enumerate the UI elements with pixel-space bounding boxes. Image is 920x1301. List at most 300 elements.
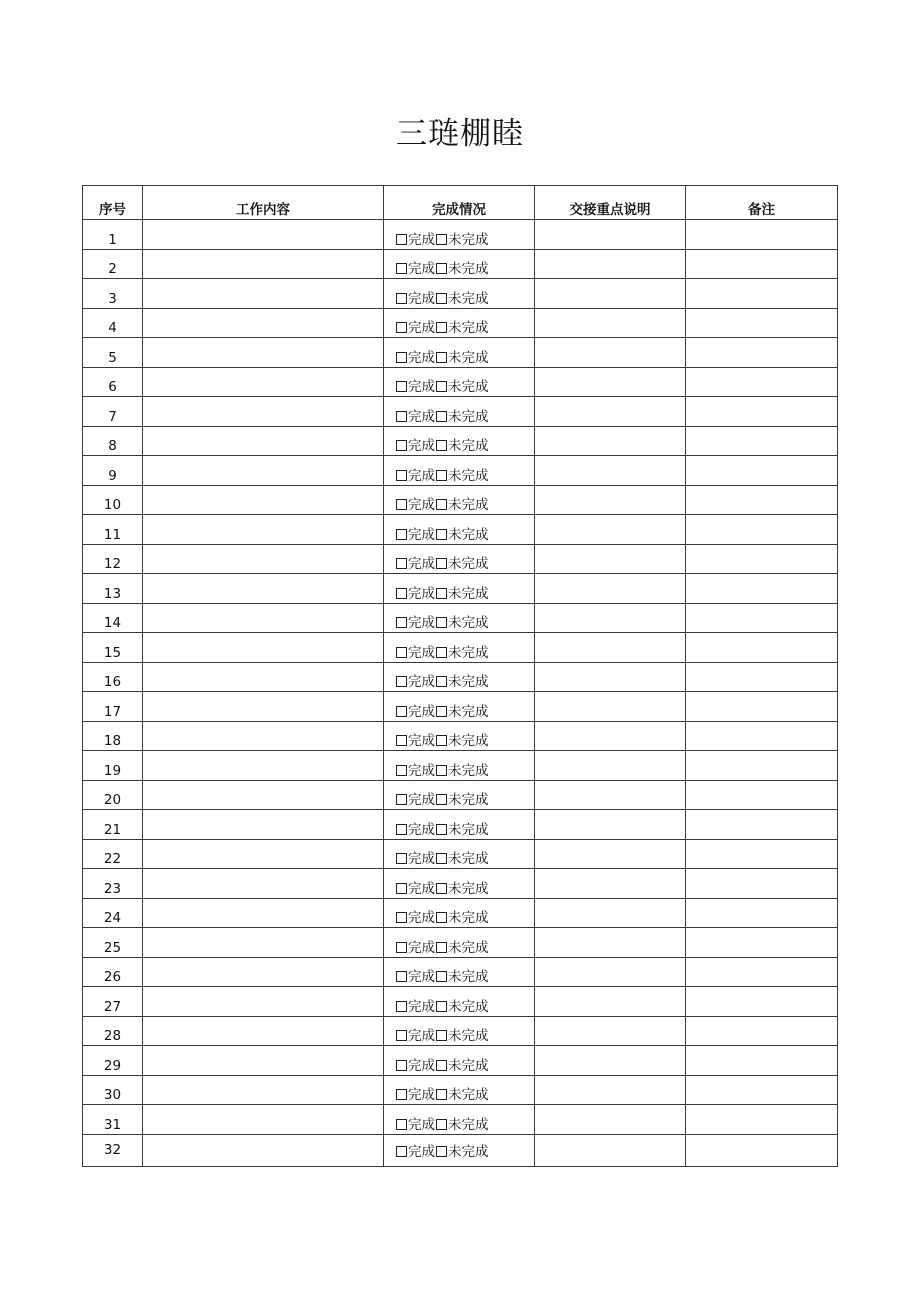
not-done-label: 未完成 [448, 703, 489, 720]
seq-cell: 5 [83, 338, 143, 368]
handover-table [82, 185, 838, 1167]
work-content-cell[interactable] [143, 1105, 384, 1135]
handover-notes-cell[interactable] [535, 839, 686, 869]
work-content-cell[interactable] [143, 279, 384, 309]
header-remarks: 备注 [686, 186, 838, 220]
not-done-label: 未完成 [448, 762, 489, 779]
handover-notes-cell[interactable] [535, 1105, 686, 1135]
seq-cell: 23 [83, 869, 143, 899]
done-checkbox[interactable] [396, 824, 407, 835]
done-checkbox[interactable] [396, 794, 407, 805]
handover-notes-cell[interactable] [535, 367, 686, 397]
remarks-cell[interactable] [686, 1105, 838, 1135]
not-done-label: 未完成 [448, 1057, 489, 1074]
not-done-label: 未完成 [448, 733, 489, 749]
completion-status-cell [384, 220, 535, 250]
seq-cell: 9 [83, 456, 143, 486]
handover-notes-cell[interactable] [535, 544, 686, 574]
seq-cell: 27 [83, 987, 143, 1017]
handover-notes-cell[interactable] [535, 987, 686, 1017]
work-content-cell[interactable] [143, 1075, 384, 1105]
not-done-checkbox[interactable] [436, 440, 447, 451]
completion-status-cell [384, 426, 535, 456]
table-row [83, 456, 838, 486]
work-content-cell[interactable] [143, 397, 384, 427]
table-row [83, 279, 838, 309]
completion-status-cell [384, 367, 535, 397]
seq-cell: 28 [83, 1016, 143, 1046]
handover-notes-cell[interactable] [535, 721, 686, 751]
seq-cell: 19 [83, 751, 143, 781]
seq-cell: 3 [83, 279, 143, 309]
remarks-cell[interactable] [686, 721, 838, 751]
seq-cell: 21 [83, 810, 143, 840]
work-content-cell[interactable] [143, 220, 384, 250]
seq-cell: 16 [83, 662, 143, 692]
seq-cell: 24 [83, 898, 143, 928]
completion-status-cell [384, 485, 535, 515]
work-content-cell[interactable] [143, 1046, 384, 1076]
done-checkbox[interactable] [396, 499, 407, 510]
work-content-cell[interactable] [143, 1016, 384, 1046]
seq-cell: 29 [83, 1046, 143, 1076]
not-done-checkbox[interactable] [436, 735, 447, 746]
not-done-checkbox[interactable] [436, 381, 447, 392]
done-label: 完成 [408, 526, 435, 543]
handover-notes-cell[interactable] [535, 220, 686, 250]
completion-status-cell [384, 898, 535, 928]
handover-notes-cell[interactable] [535, 279, 686, 309]
work-content-cell[interactable] [143, 780, 384, 810]
not-done-label: 未完成 [448, 408, 489, 425]
completion-status-cell [384, 839, 535, 869]
remarks-cell[interactable] [686, 928, 838, 958]
handover-notes-cell[interactable] [535, 662, 686, 692]
remarks-cell[interactable] [686, 1016, 838, 1046]
not-done-checkbox[interactable] [436, 912, 447, 923]
remarks-cell[interactable] [686, 869, 838, 899]
not-done-checkbox[interactable] [436, 883, 447, 894]
done-checkbox[interactable] [396, 647, 407, 658]
not-done-checkbox[interactable] [436, 853, 447, 864]
handover-notes-cell[interactable] [535, 1016, 686, 1046]
remarks-cell[interactable] [686, 456, 838, 486]
not-done-label: 未完成 [448, 261, 489, 277]
not-done-label: 未完成 [448, 851, 489, 867]
work-content-cell[interactable] [143, 751, 384, 781]
handover-notes-cell[interactable] [535, 869, 686, 899]
work-content-cell[interactable] [143, 308, 384, 338]
done-checkbox[interactable] [396, 706, 407, 717]
remarks-cell[interactable] [686, 1134, 838, 1166]
not-done-checkbox[interactable] [436, 971, 447, 982]
not-done-checkbox[interactable] [436, 293, 447, 304]
table-row [83, 338, 838, 368]
remarks-cell[interactable] [686, 515, 838, 545]
not-done-checkbox[interactable] [436, 1089, 447, 1100]
remarks-cell[interactable] [686, 692, 838, 722]
done-checkbox[interactable] [396, 588, 407, 599]
seq-cell: 31 [83, 1105, 143, 1135]
work-content-cell[interactable] [143, 928, 384, 958]
seq-cell: 10 [83, 485, 143, 515]
done-checkbox[interactable] [396, 529, 407, 540]
handover-notes-cell[interactable] [535, 515, 686, 545]
work-content-cell[interactable] [143, 515, 384, 545]
not-done-label: 未完成 [448, 615, 489, 631]
table-row [83, 633, 838, 663]
not-done-checkbox[interactable] [436, 558, 447, 569]
done-checkbox[interactable] [396, 1146, 407, 1157]
remarks-cell[interactable] [686, 279, 838, 309]
handover-notes-cell[interactable] [535, 1134, 686, 1166]
not-done-checkbox[interactable] [436, 1060, 447, 1071]
table-row [83, 957, 838, 987]
not-done-checkbox[interactable] [436, 529, 447, 540]
remarks-cell[interactable] [686, 397, 838, 427]
not-done-checkbox[interactable] [436, 765, 447, 776]
not-done-label: 未完成 [448, 1028, 489, 1044]
table-row [83, 249, 838, 279]
table-row [83, 544, 838, 574]
table-row [83, 898, 838, 928]
table-row [83, 426, 838, 456]
done-label: 完成 [408, 939, 435, 956]
table-row [83, 839, 838, 869]
work-content-cell[interactable] [143, 957, 384, 987]
not-done-checkbox[interactable] [436, 1001, 447, 1012]
done-checkbox[interactable] [396, 322, 407, 333]
remarks-cell[interactable] [686, 987, 838, 1017]
work-content-cell[interactable] [143, 662, 384, 692]
handover-notes-cell[interactable] [535, 338, 686, 368]
done-checkbox[interactable] [396, 293, 407, 304]
seq-cell: 4 [83, 308, 143, 338]
not-done-label: 未完成 [448, 880, 489, 897]
not-done-checkbox[interactable] [436, 322, 447, 333]
remarks-cell[interactable] [686, 839, 838, 869]
not-done-checkbox[interactable] [436, 588, 447, 599]
completion-status-cell [384, 692, 535, 722]
table-row [83, 928, 838, 958]
not-done-label: 未完成 [448, 674, 489, 690]
done-label: 完成 [408, 851, 435, 867]
work-content-cell[interactable] [143, 1134, 384, 1166]
work-content-cell[interactable] [143, 987, 384, 1017]
remarks-cell[interactable] [686, 308, 838, 338]
completion-status-cell [384, 249, 535, 279]
handover-notes-cell[interactable] [535, 780, 686, 810]
table-row [83, 574, 838, 604]
done-checkbox[interactable] [396, 470, 407, 481]
done-label: 完成 [408, 910, 435, 926]
handover-notes-cell[interactable] [535, 426, 686, 456]
remarks-cell[interactable] [686, 367, 838, 397]
done-label: 完成 [408, 821, 435, 838]
completion-status-cell [384, 810, 535, 840]
work-content-cell[interactable] [143, 898, 384, 928]
seq-cell: 11 [83, 515, 143, 545]
not-done-label: 未完成 [448, 231, 489, 248]
not-done-checkbox[interactable] [436, 470, 447, 481]
seq-cell: 6 [83, 367, 143, 397]
not-done-label: 未完成 [448, 438, 489, 454]
done-label: 完成 [408, 261, 435, 277]
done-checkbox[interactable] [396, 381, 407, 392]
done-label: 完成 [408, 969, 435, 985]
work-content-cell[interactable] [143, 544, 384, 574]
not-done-label: 未完成 [448, 939, 489, 956]
completion-status-cell [384, 308, 535, 338]
completion-status-cell [384, 1075, 535, 1105]
seq-cell: 14 [83, 603, 143, 633]
remarks-cell[interactable] [686, 220, 838, 250]
completion-status-cell [384, 721, 535, 751]
not-done-label: 未完成 [448, 467, 489, 484]
seq-cell: 26 [83, 957, 143, 987]
handover-notes-cell[interactable] [535, 810, 686, 840]
done-label: 完成 [408, 703, 435, 720]
handover-notes-cell[interactable] [535, 456, 686, 486]
handover-notes-cell[interactable] [535, 249, 686, 279]
not-done-label: 未完成 [448, 1087, 489, 1103]
remarks-cell[interactable] [686, 485, 838, 515]
work-content-cell[interactable] [143, 839, 384, 869]
not-done-checkbox[interactable] [436, 411, 447, 422]
not-done-label: 未完成 [448, 526, 489, 543]
remarks-cell[interactable] [686, 633, 838, 663]
not-done-checkbox[interactable] [436, 794, 447, 805]
not-done-checkbox[interactable] [436, 352, 447, 363]
completion-status-cell [384, 338, 535, 368]
remarks-cell[interactable] [686, 603, 838, 633]
not-done-checkbox[interactable] [436, 234, 447, 245]
done-checkbox[interactable] [396, 263, 407, 274]
done-label: 完成 [408, 349, 435, 366]
done-checkbox[interactable] [396, 1089, 407, 1100]
done-checkbox[interactable] [396, 853, 407, 864]
done-label: 完成 [408, 1144, 435, 1160]
remarks-cell[interactable] [686, 544, 838, 574]
seq-cell: 2 [83, 249, 143, 279]
not-done-label: 未完成 [448, 910, 489, 926]
not-done-checkbox[interactable] [436, 706, 447, 717]
seq-cell: 30 [83, 1075, 143, 1105]
done-label: 完成 [408, 1087, 435, 1103]
work-content-cell[interactable] [143, 810, 384, 840]
completion-status-cell [384, 456, 535, 486]
completion-status-cell [384, 751, 535, 781]
done-checkbox[interactable] [396, 1030, 407, 1041]
done-checkbox[interactable] [396, 1060, 407, 1071]
not-done-checkbox[interactable] [436, 499, 447, 510]
remarks-cell[interactable] [686, 574, 838, 604]
done-label: 完成 [408, 231, 435, 248]
completion-status-cell [384, 574, 535, 604]
table-row [83, 751, 838, 781]
remarks-cell[interactable] [686, 1075, 838, 1105]
not-done-checkbox[interactable] [436, 942, 447, 953]
table-row [83, 987, 838, 1017]
remarks-cell[interactable] [686, 426, 838, 456]
not-done-label: 未完成 [448, 969, 489, 985]
done-label: 完成 [408, 556, 435, 572]
seq-cell: 8 [83, 426, 143, 456]
not-done-checkbox[interactable] [436, 1030, 447, 1041]
done-label: 完成 [408, 1028, 435, 1044]
page-title: 三琏棚睦 [396, 116, 524, 152]
done-checkbox[interactable] [396, 971, 407, 982]
done-checkbox[interactable] [396, 942, 407, 953]
work-content-cell[interactable] [143, 574, 384, 604]
table-row [83, 662, 838, 692]
not-done-checkbox[interactable] [436, 1146, 447, 1157]
completion-status-cell [384, 279, 535, 309]
done-checkbox[interactable] [396, 912, 407, 923]
completion-status-cell [384, 1016, 535, 1046]
not-done-label: 未完成 [448, 320, 489, 336]
work-content-cell[interactable] [143, 633, 384, 663]
remarks-cell[interactable] [686, 249, 838, 279]
completion-status-cell [384, 662, 535, 692]
not-done-checkbox[interactable] [436, 824, 447, 835]
handover-notes-cell[interactable] [535, 957, 686, 987]
handover-notes-cell[interactable] [535, 751, 686, 781]
not-done-checkbox[interactable] [436, 676, 447, 687]
completion-status-cell [384, 928, 535, 958]
handover-notes-cell[interactable] [535, 485, 686, 515]
not-done-label: 未完成 [448, 821, 489, 838]
table-row [83, 397, 838, 427]
done-label: 完成 [408, 290, 435, 307]
not-done-label: 未完成 [448, 644, 489, 661]
done-label: 完成 [408, 320, 435, 336]
not-done-label: 未完成 [448, 1144, 489, 1160]
work-content-cell[interactable] [143, 692, 384, 722]
completion-status-cell [384, 1134, 535, 1166]
done-label: 完成 [408, 1057, 435, 1074]
remarks-cell[interactable] [686, 751, 838, 781]
handover-notes-cell[interactable] [535, 692, 686, 722]
handover-notes-cell[interactable] [535, 308, 686, 338]
completion-status-cell [384, 869, 535, 899]
seq-cell: 13 [83, 574, 143, 604]
seq-cell: 18 [83, 721, 143, 751]
table-row [83, 220, 838, 250]
remarks-cell[interactable] [686, 1046, 838, 1076]
remarks-cell[interactable] [686, 957, 838, 987]
done-label: 完成 [408, 497, 435, 513]
header-handover-notes: 交接重点说明 [535, 186, 686, 220]
table-row [83, 780, 838, 810]
table-row [83, 1016, 838, 1046]
seq-cell: 1 [83, 220, 143, 250]
done-checkbox[interactable] [396, 735, 407, 746]
done-checkbox[interactable] [396, 883, 407, 894]
not-done-label: 未完成 [448, 1116, 489, 1133]
done-label: 完成 [408, 585, 435, 602]
done-checkbox[interactable] [396, 765, 407, 776]
handover-notes-cell[interactable] [535, 1046, 686, 1076]
remarks-cell[interactable] [686, 662, 838, 692]
handover-notes-cell[interactable] [535, 928, 686, 958]
done-label: 完成 [408, 674, 435, 690]
work-content-cell[interactable] [143, 869, 384, 899]
handover-notes-cell[interactable] [535, 574, 686, 604]
handover-notes-cell[interactable] [535, 397, 686, 427]
done-checkbox[interactable] [396, 234, 407, 245]
table-row [83, 485, 838, 515]
not-done-label: 未完成 [448, 290, 489, 307]
done-label: 完成 [408, 438, 435, 454]
table-row [83, 1075, 838, 1105]
done-checkbox[interactable] [396, 411, 407, 422]
work-content-cell[interactable] [143, 338, 384, 368]
work-content-cell[interactable] [143, 367, 384, 397]
not-done-label: 未完成 [448, 379, 489, 395]
header-row [83, 186, 838, 220]
done-checkbox[interactable] [396, 558, 407, 569]
done-checkbox[interactable] [396, 676, 407, 687]
not-done-label: 未完成 [448, 497, 489, 513]
done-checkbox[interactable] [396, 352, 407, 363]
remarks-cell[interactable] [686, 780, 838, 810]
not-done-checkbox[interactable] [436, 647, 447, 658]
seq-cell: 25 [83, 928, 143, 958]
seq-cell: 12 [83, 544, 143, 574]
table-row [83, 721, 838, 751]
work-content-cell[interactable] [143, 249, 384, 279]
not-done-checkbox[interactable] [436, 1119, 447, 1130]
seq-cell: 22 [83, 839, 143, 869]
not-done-checkbox[interactable] [436, 263, 447, 274]
done-label: 完成 [408, 379, 435, 395]
done-checkbox[interactable] [396, 1001, 407, 1012]
work-content-cell[interactable] [143, 721, 384, 751]
remarks-cell[interactable] [686, 810, 838, 840]
remarks-cell[interactable] [686, 338, 838, 368]
header-seq: 序号 [83, 186, 143, 220]
completion-status-cell [384, 1046, 535, 1076]
not-done-checkbox[interactable] [436, 617, 447, 628]
table-row [83, 308, 838, 338]
done-label: 完成 [408, 762, 435, 779]
table-row [83, 603, 838, 633]
completion-status-cell [384, 1105, 535, 1135]
seq-cell: 15 [83, 633, 143, 663]
work-content-cell[interactable] [143, 603, 384, 633]
done-checkbox[interactable] [396, 1119, 407, 1130]
done-checkbox[interactable] [396, 440, 407, 451]
seq-cell: 20 [83, 780, 143, 810]
seq-cell: 32 [83, 1134, 143, 1166]
handover-notes-cell[interactable] [535, 633, 686, 663]
table-row [83, 869, 838, 899]
done-label: 完成 [408, 1116, 435, 1133]
remarks-cell[interactable] [686, 898, 838, 928]
handover-notes-cell[interactable] [535, 603, 686, 633]
work-content-cell[interactable] [143, 426, 384, 456]
handover-notes-cell[interactable] [535, 1075, 686, 1105]
completion-status-cell [384, 603, 535, 633]
table-row [83, 1105, 838, 1135]
handover-notes-cell[interactable] [535, 898, 686, 928]
done-label: 完成 [408, 467, 435, 484]
work-content-cell[interactable] [143, 485, 384, 515]
work-content-cell[interactable] [143, 456, 384, 486]
seq-cell: 7 [83, 397, 143, 427]
done-checkbox[interactable] [396, 617, 407, 628]
